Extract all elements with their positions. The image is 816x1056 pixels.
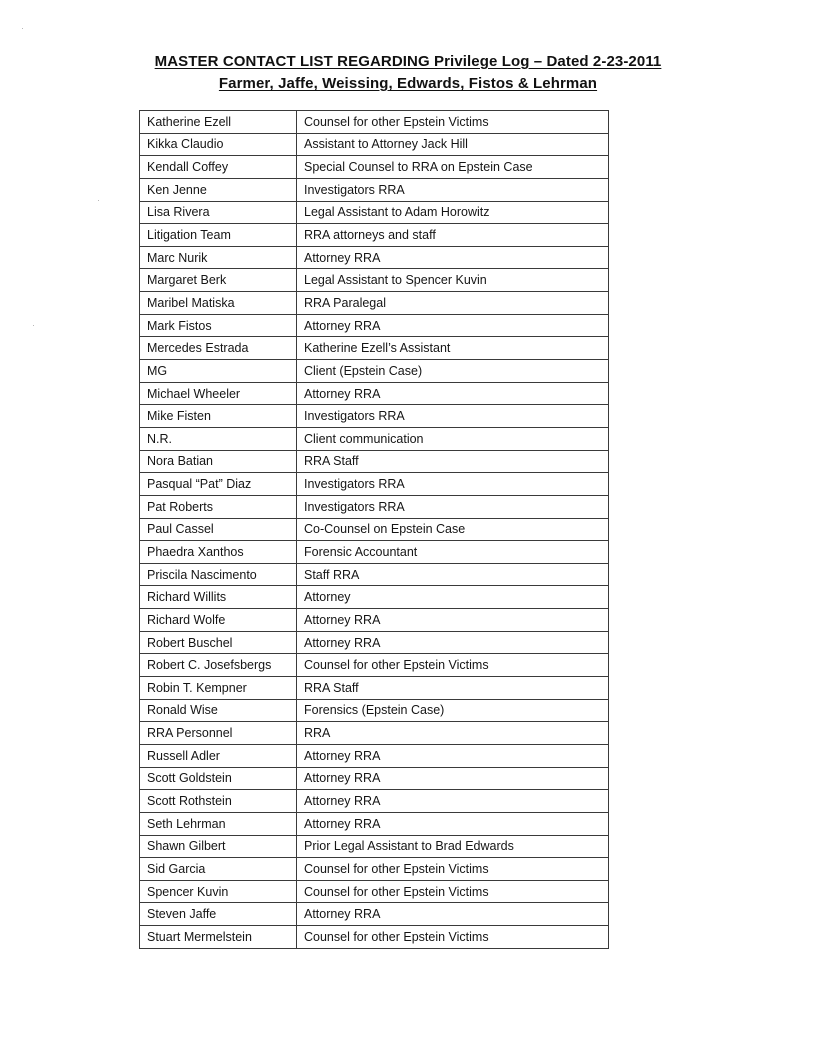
table-row [140,563,609,586]
contact-name-cell: N.R. [140,427,297,450]
contact-role-cell: Forensic Accountant [297,541,609,564]
contact-role-cell: Attorney RRA [297,382,609,405]
table-row [140,450,609,473]
table-row [140,427,609,450]
table-row [140,405,609,428]
contact-name-cell: Phaedra Xanthos [140,541,297,564]
table-row [140,699,609,722]
table-row [140,541,609,564]
contact-name-cell: Richard Wolfe [140,609,297,632]
contact-name-cell: Kendall Coffey [140,156,297,179]
contact-name-cell: Stuart Mermelstein [140,926,297,949]
contact-role-cell: Counsel for other Epstein Victims [297,654,609,677]
contact-role-cell: RRA attorneys and staff [297,224,609,247]
contact-role-cell: Katherine Ezell’s Assistant [297,337,609,360]
contact-name-cell: Ronald Wise [140,699,297,722]
table-row [140,903,609,926]
contact-name-cell: Michael Wheeler [140,382,297,405]
table-row [140,722,609,745]
contact-name-cell: Russell Adler [140,744,297,767]
contact-role-cell: RRA [297,722,609,745]
table-row [140,609,609,632]
table-row [140,835,609,858]
table-row [140,111,609,134]
table-row [140,292,609,315]
contact-name-cell: Paul Cassel [140,518,297,541]
contact-name-cell: Robert Buschel [140,631,297,654]
contact-role-cell: Staff RRA [297,563,609,586]
contact-role-cell: Attorney [297,586,609,609]
contact-role-cell: Assistant to Attorney Jack Hill [297,133,609,156]
contact-role-cell: Attorney RRA [297,744,609,767]
document-heading [0,51,816,95]
table-row [140,360,609,383]
contact-role-cell: Counsel for other Epstein Victims [297,111,609,134]
contact-name-cell: Ken Jenne [140,178,297,201]
table-row [140,156,609,179]
contact-name-cell: Steven Jaffe [140,903,297,926]
contact-name-cell: Robin T. Kempner [140,677,297,700]
contact-name-cell: RRA Personnel [140,722,297,745]
contact-role-cell: Investigators RRA [297,405,609,428]
contact-name-cell: Richard Willits [140,586,297,609]
contact-name-cell: Nora Batian [140,450,297,473]
contact-name-cell: Mike Fisten [140,405,297,428]
table-row [140,382,609,405]
document-subtitle: Farmer, Jaffe, Weissing, Edwards, Fistos & Lehrman [218,75,598,92]
contact-name-cell: Kikka Claudio [140,133,297,156]
scan-speck [33,325,34,326]
contact-name-cell: Katherine Ezell [140,111,297,134]
contact-role-cell: Investigators RRA [297,495,609,518]
contact-role-cell: Attorney RRA [297,790,609,813]
contact-role-cell: Counsel for other Epstein Victims [297,858,609,881]
contact-role-cell: Attorney RRA [297,314,609,337]
contact-name-cell: Shawn Gilbert [140,835,297,858]
table-row [140,744,609,767]
contact-role-cell: Counsel for other Epstein Victims [297,926,609,949]
table-row [140,224,609,247]
contact-name-cell: MG [140,360,297,383]
table-row [140,269,609,292]
table-row [140,812,609,835]
contact-name-cell: Pat Roberts [140,495,297,518]
contact-role-cell: Counsel for other Epstein Victims [297,880,609,903]
contact-name-cell: Scott Goldstein [140,767,297,790]
document-title: MASTER CONTACT LIST REGARDING Privilege Log – Dated 2-23-2011 [154,53,662,70]
table-row [140,767,609,790]
scan-speck [22,28,23,29]
contact-role-cell: Attorney RRA [297,767,609,790]
contact-name-cell: Margaret Berk [140,269,297,292]
contact-name-cell: Seth Lehrman [140,812,297,835]
contact-role-cell: Legal Assistant to Spencer Kuvin [297,269,609,292]
contact-name-cell: Sid Garcia [140,858,297,881]
contact-name-cell: Robert C. Josefsbergs [140,654,297,677]
table-row [140,201,609,224]
table-row [140,473,609,496]
table-row [140,518,609,541]
contact-name-cell: Mark Fistos [140,314,297,337]
contact-role-cell: Investigators RRA [297,473,609,496]
contact-role-cell: Attorney RRA [297,609,609,632]
contact-name-cell: Mercedes Estrada [140,337,297,360]
table-row [140,654,609,677]
contact-name-cell: Marc Nurik [140,246,297,269]
contact-name-cell: Priscila Nascimento [140,563,297,586]
contact-role-cell: Attorney RRA [297,903,609,926]
contact-name-cell: Scott Rothstein [140,790,297,813]
contact-role-cell: RRA Staff [297,677,609,700]
contact-role-cell: Attorney RRA [297,631,609,654]
table-row [140,246,609,269]
table-row [140,790,609,813]
table-row [140,133,609,156]
table-row [140,178,609,201]
contact-name-cell: Spencer Kuvin [140,880,297,903]
contact-role-cell: Legal Assistant to Adam Horowitz [297,201,609,224]
table-row [140,495,609,518]
contact-role-cell: Client communication [297,427,609,450]
contact-role-cell: RRA Paralegal [297,292,609,315]
contact-role-cell: Investigators RRA [297,178,609,201]
contact-name-cell: Litigation Team [140,224,297,247]
contact-role-cell: RRA Staff [297,450,609,473]
contact-role-cell: Prior Legal Assistant to Brad Edwards [297,835,609,858]
scan-speck [98,200,99,201]
table-row [140,586,609,609]
table-row [140,880,609,903]
table-row [140,337,609,360]
contact-role-cell: Co-Counsel on Epstein Case [297,518,609,541]
contact-role-cell: Client (Epstein Case) [297,360,609,383]
contact-table [139,110,609,949]
contact-role-cell: Attorney RRA [297,812,609,835]
contact-name-cell: Pasqual “Pat” Diaz [140,473,297,496]
table-row [140,677,609,700]
contact-name-cell: Lisa Rivera [140,201,297,224]
table-row [140,858,609,881]
contact-name-cell: Maribel Matiska [140,292,297,315]
table-row [140,314,609,337]
contact-role-cell: Special Counsel to RRA on Epstein Case [297,156,609,179]
table-row [140,926,609,949]
contact-role-cell: Attorney RRA [297,246,609,269]
contact-role-cell: Forensics (Epstein Case) [297,699,609,722]
table-row [140,631,609,654]
contact-table-body [140,111,609,949]
